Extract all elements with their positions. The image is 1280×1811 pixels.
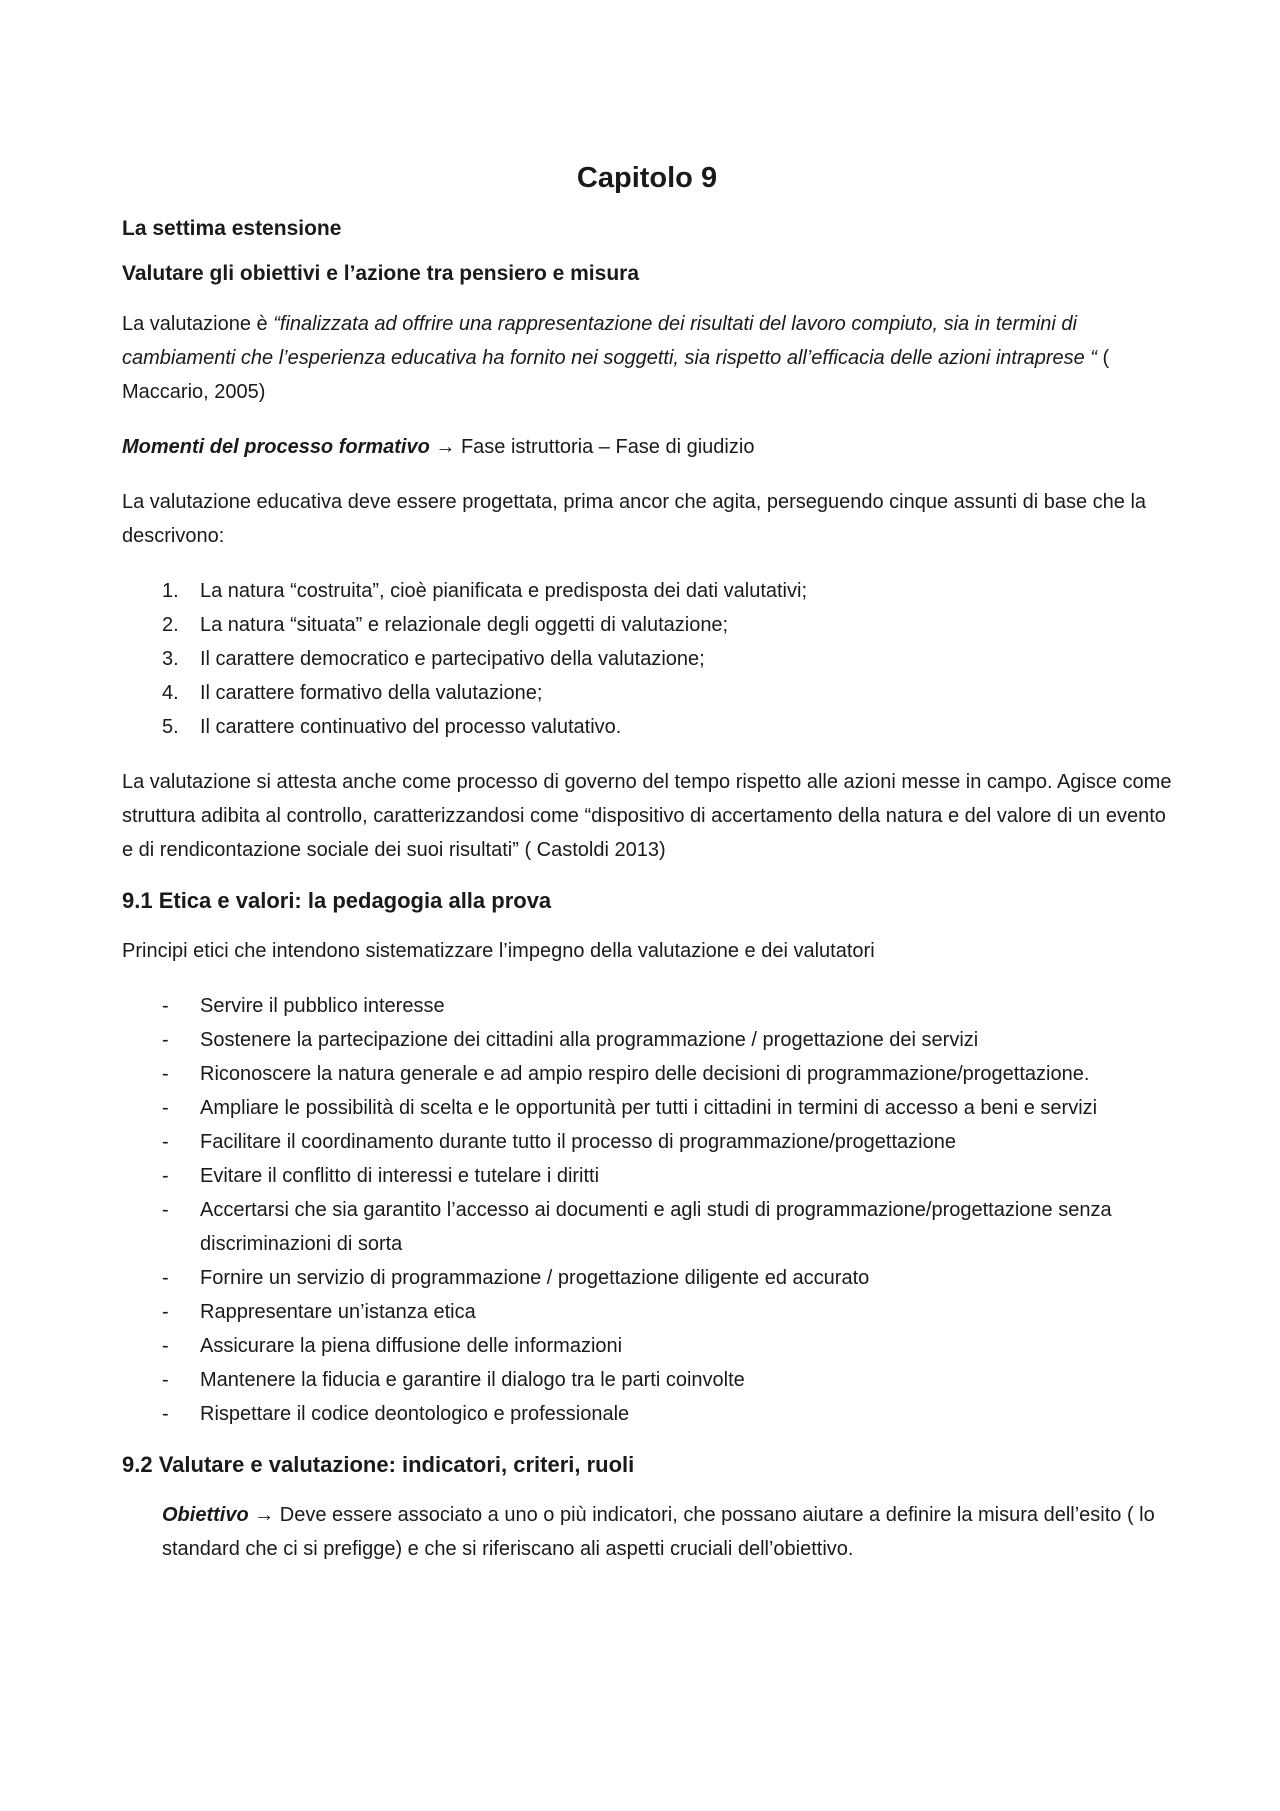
bullet-dash: - — [162, 1403, 169, 1425]
bullet-dash: - — [162, 1131, 169, 1153]
list-number: 1. — [162, 580, 179, 602]
list-item: - Rappresentare un’istanza etica — [122, 1295, 1172, 1329]
bullet-dash: - — [162, 1369, 169, 1391]
list-item: - Sostenere la partecipazione dei cittadini alla programmazione / progettazione dei servizi — [122, 1023, 1172, 1057]
list-number: 3. — [162, 648, 179, 670]
list-item: - Rispettare il codice deontologico e professionale — [122, 1397, 1172, 1431]
subtitle-evaluate: Valutare gli obiettivi e l’azione tra pensiero e misura — [122, 262, 640, 285]
bullet-dash: - — [162, 1267, 169, 1289]
bullet-dash: - — [162, 1165, 169, 1187]
intro-prefix: La valutazione è — [122, 313, 274, 335]
moments-text: Fase istruttoria – Fase di giudizio — [460, 436, 755, 458]
bullet-dash: - — [162, 1063, 169, 1085]
moments-paragraph — [122, 430, 1172, 464]
list-item: - Servire il pubblico interesse — [122, 989, 1172, 1023]
list-item: - Facilitare il coordinamento durante tutto il processo di programmazione/progettazione — [122, 1125, 1172, 1159]
objective-label: Obiettivo — [162, 1504, 249, 1526]
assumptions-list — [122, 574, 1172, 744]
list-item: - Riconoscere la natura generale e ad ampio respiro delle decisioni di programmazione/progettazione. — [122, 1057, 1172, 1091]
list-item: - Ampliare le possibilità di scelta e le opportunità per tutti i cittadini in termini di accesso a beni e servizi — [122, 1091, 1172, 1125]
document-page — [122, 150, 1172, 1587]
list-item: - Assicurare la piena diffusione delle informazioni — [122, 1329, 1172, 1363]
moments-label: Momenti del processo formativo — [122, 436, 430, 458]
chapter-title: Capitolo 9 — [576, 162, 718, 194]
list-number: 5. — [162, 716, 179, 738]
bullet-dash: - — [162, 1335, 169, 1357]
intro-paragraph — [122, 307, 1172, 409]
list-item: - Fornire un servizio di programmazione / progettazione diligente ed accurato — [122, 1261, 1172, 1295]
section-9-1-heading: 9.1 Etica e valori: la pedagogia alla prova — [122, 888, 552, 913]
bullet-dash: - — [162, 1301, 169, 1323]
list-item: 5. Il carattere continuativo del processo valutativo. — [122, 710, 1172, 744]
bullet-dash: - — [162, 1097, 169, 1119]
list-item: - Evitare il conflitto di interessi e tutelare i diritti — [122, 1159, 1172, 1193]
ethics-list — [122, 989, 1172, 1431]
list-item: 3. Il carattere democratico e partecipativo della valutazione; — [122, 642, 1172, 676]
section-9-2-heading: 9.2 Valutare e valutazione: indicatori, criteri, ruoli — [122, 1452, 635, 1477]
arrow-icon: → — [429, 436, 461, 458]
subtitle-extension: La settima estensione — [122, 217, 342, 240]
list-number: 2. — [162, 614, 179, 636]
list-item: 4. Il carattere formativo della valutazione; — [122, 676, 1172, 710]
list-item: 2. La natura “situata” e relazionale degli oggetti di valutazione; — [122, 608, 1172, 642]
list-number: 4. — [162, 682, 179, 704]
list-item: - Accertarsi che sia garantito l’accesso ai documenti e agli studi di programmazione/progettazione senza discriminazioni di sorta — [122, 1193, 1172, 1261]
objective-text: Deve essere associato a uno o più indicatori, che possano aiutare a definire la misura dell’esito ( lo standard che ci si prefigge) e che si riferiscano ali aspetti cruciali dell’obiettivo. — [162, 1504, 1155, 1560]
assumptions-intro: La valutazione educativa deve essere progettata, prima ancor che agita, perseguendo cinque assunti di base che la descrivono: — [122, 491, 1147, 547]
intro-citation: ( Maccario, 2005) — [122, 347, 1110, 403]
intro-quote: “finalizzata ad offrire una rappresentazione dei risultati del lavoro compiuto, sia in termini di cambiamenti che l’esperienza educativa ha fornito nei soggetti, sia rispetto all’efficacia delle azioni intraprese “ — [122, 313, 1097, 369]
bullet-dash: - — [162, 1199, 169, 1221]
list-item: - Mantenere la fiducia e garantire il dialogo tra le parti coinvolte — [122, 1363, 1172, 1397]
bullet-dash: - — [162, 995, 169, 1017]
arrow-icon: → — [248, 1504, 280, 1526]
list-item: 1. La natura “costruita”, cioè pianificata e predisposta dei dati valutativi; — [122, 574, 1172, 608]
ethics-intro: Principi etici che intendono sistematizzare l’impegno della valutazione e dei valutatori — [122, 940, 875, 962]
objective-paragraph — [122, 1498, 1172, 1566]
governance-paragraph: La valutazione si attesta anche come processo di governo del tempo rispetto alle azioni messe in campo. Agisce come struttura adibita al controllo, caratterizzandosi come “dispositivo di accertamento della natura e del valore di un evento e di rendicontazione sociale dei suoi risultati” ( Castoldi 2013) — [122, 771, 1172, 861]
bullet-dash: - — [162, 1029, 169, 1051]
